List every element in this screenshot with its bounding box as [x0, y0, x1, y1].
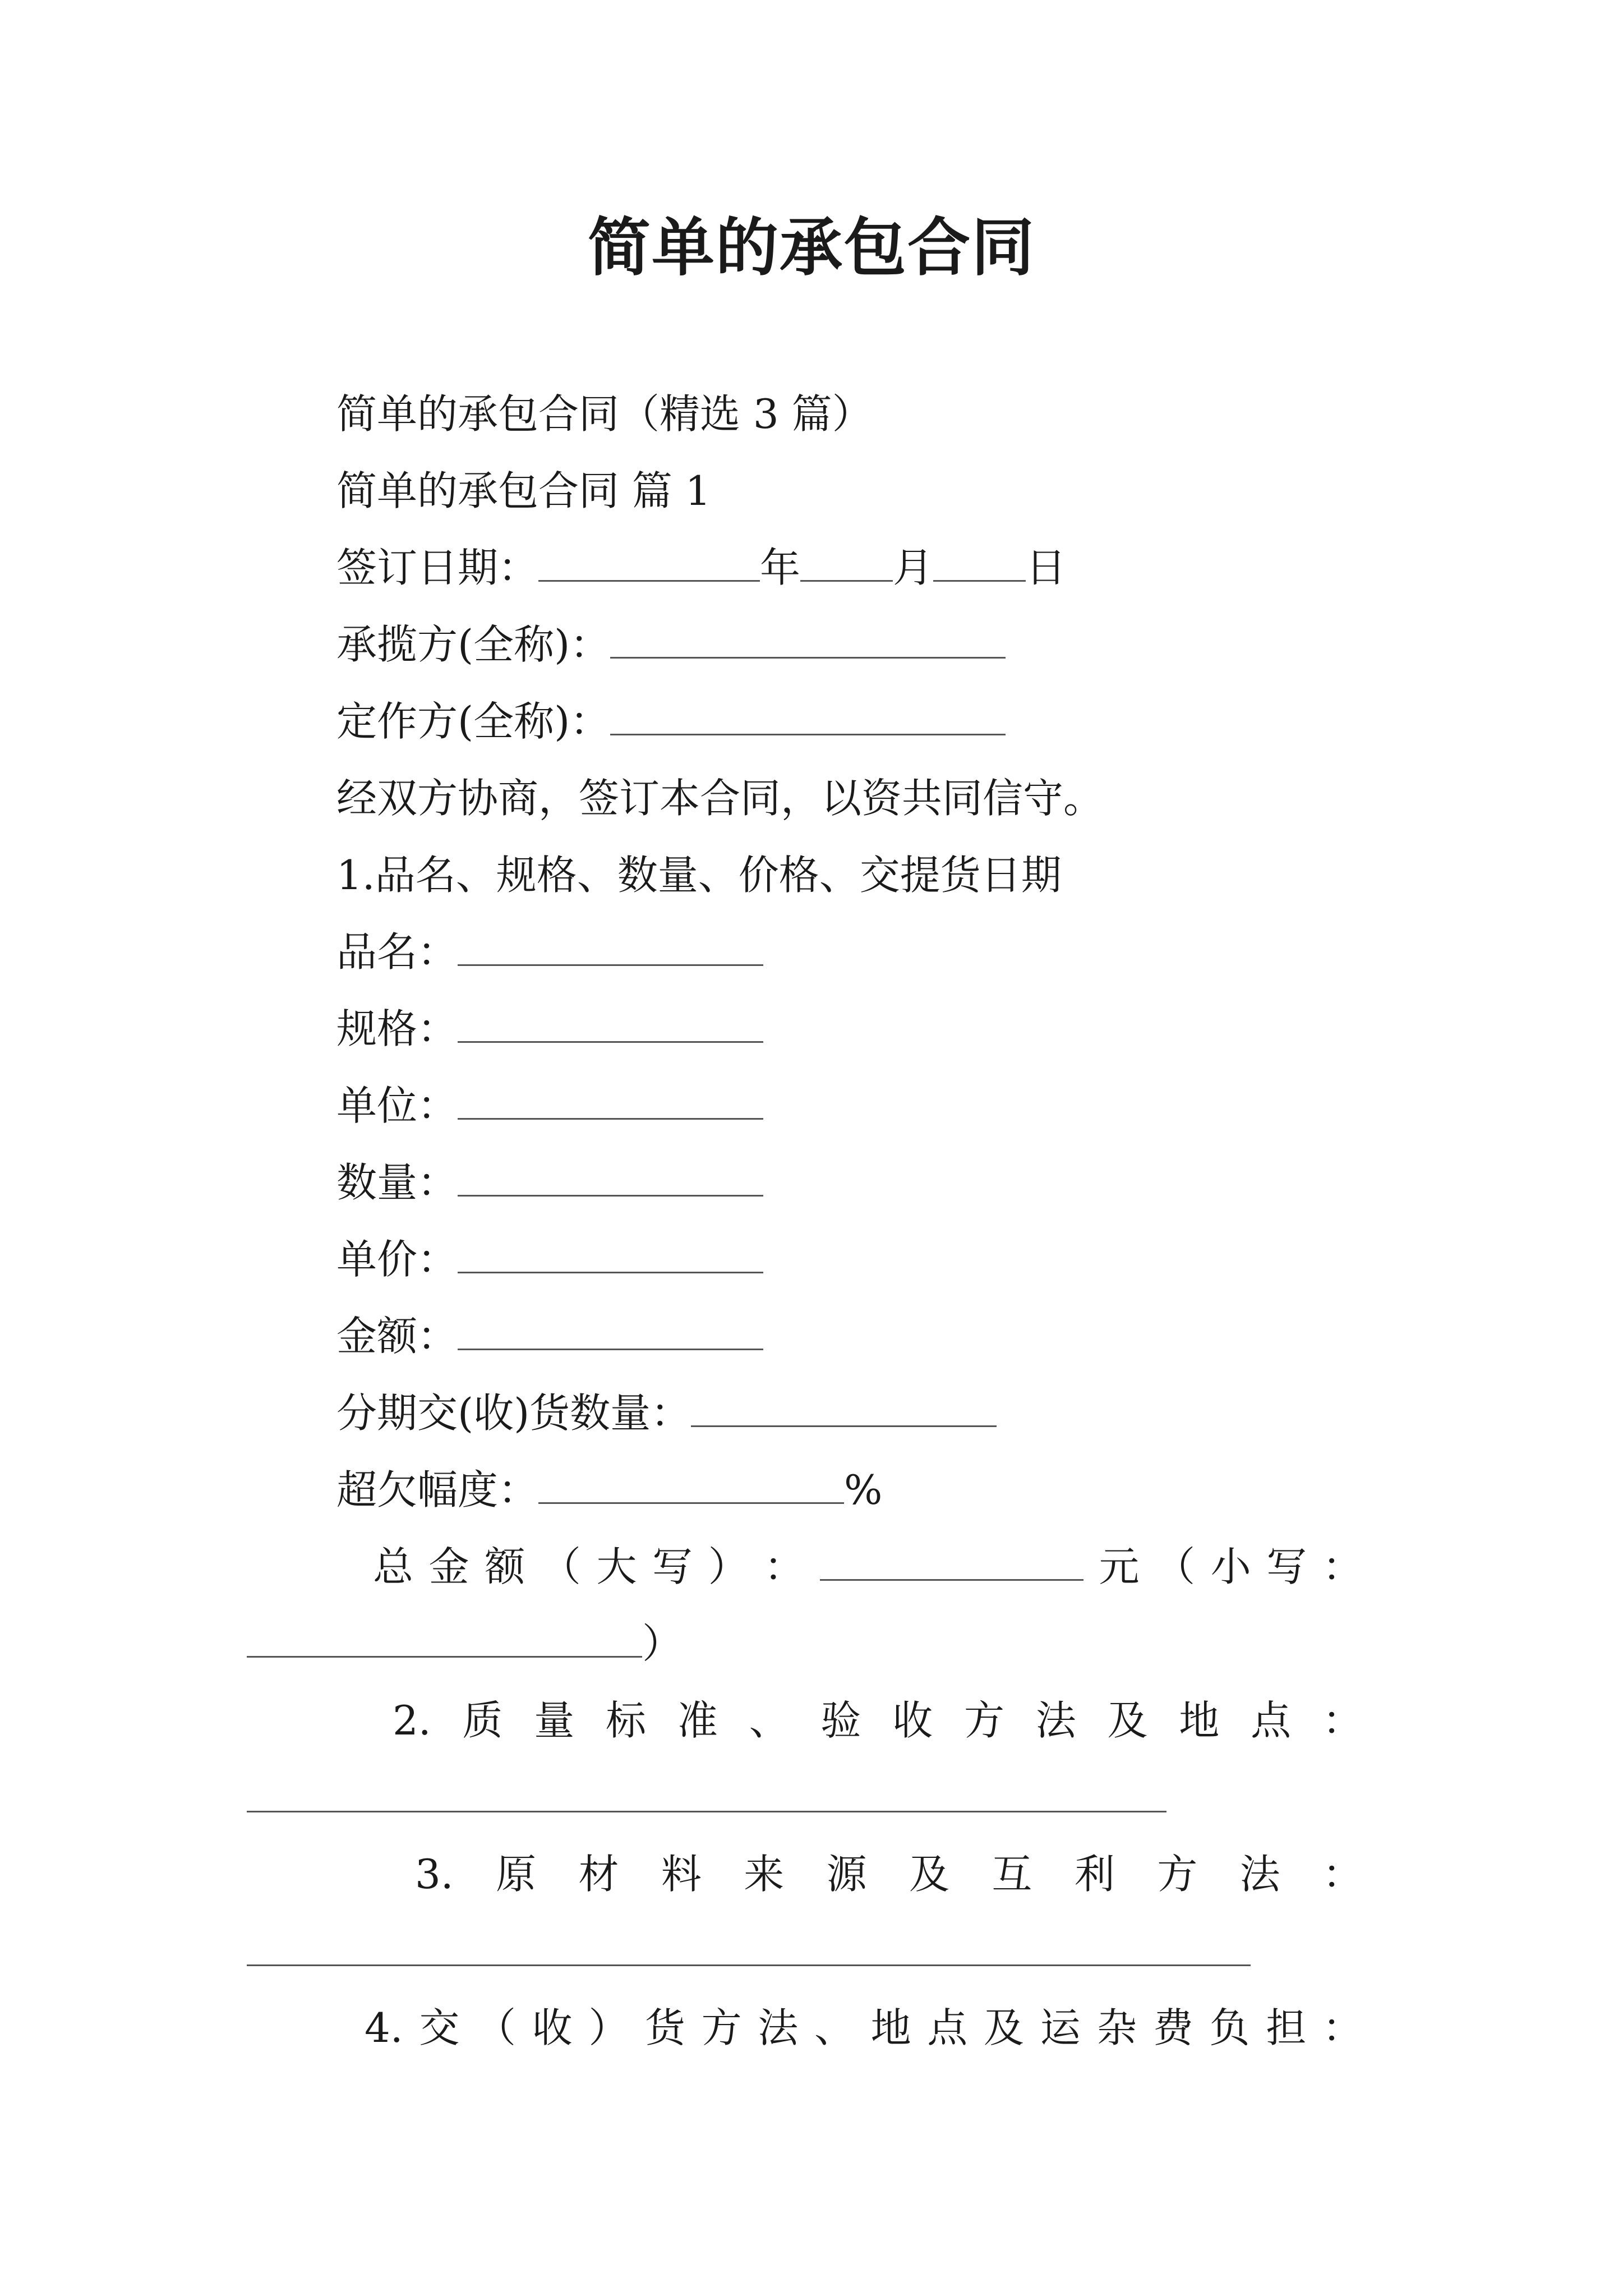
char: 及	[909, 1851, 950, 1898]
section-3-blank	[247, 1964, 1251, 1966]
char: 杂	[1096, 2004, 1137, 2051]
char: 交	[419, 2004, 460, 2051]
total-capital-blank	[820, 1547, 1083, 1581]
char: ：	[764, 1543, 805, 1590]
month-blank	[800, 547, 893, 582]
char: 利	[1074, 1851, 1115, 1898]
char: 法	[1035, 1697, 1076, 1744]
field-blank	[458, 1085, 763, 1120]
char: 收	[892, 1697, 933, 1744]
field-blank	[458, 932, 763, 966]
close-paren: ）	[642, 1620, 683, 1667]
yuan-label: 元	[1099, 1543, 1140, 1590]
char: 、	[749, 1697, 790, 1744]
field-label: 数量：	[336, 1159, 458, 1206]
char: 材	[578, 1851, 619, 1898]
char: 及	[1107, 1697, 1148, 1744]
char: 方	[963, 1697, 1004, 1744]
char: （	[540, 1543, 581, 1590]
field-label: 单价：	[336, 1236, 458, 1283]
field-blank	[458, 1162, 763, 1197]
char: 料	[661, 1851, 702, 1898]
char: 点	[927, 2004, 968, 2051]
char: （	[476, 2004, 517, 2051]
sign-date-label: 签订日期：	[336, 544, 539, 591]
month-label: 月	[893, 544, 934, 591]
char: 小	[1210, 1543, 1251, 1590]
char: ：	[1322, 1543, 1363, 1590]
year-label: 年	[760, 544, 801, 591]
total-lowercase-line	[247, 1616, 683, 1672]
field-label: 规格：	[336, 1005, 458, 1052]
field-blank	[458, 1316, 763, 1350]
char: 3.	[415, 1851, 454, 1898]
section-2-blank	[247, 1811, 1166, 1812]
char: 及	[983, 2004, 1024, 2051]
section-2-heading	[393, 1692, 1363, 1749]
char: 来	[744, 1851, 785, 1898]
field-label: 单位：	[336, 1082, 458, 1129]
char: 标	[606, 1697, 647, 1744]
installment-label: 分期交(收)货数量：	[336, 1389, 691, 1437]
part-heading: 简单的承包合同 篇 1	[336, 467, 711, 514]
day-label: 日	[1026, 544, 1067, 591]
char: 、	[814, 2004, 855, 2051]
char: 法	[1239, 1851, 1280, 1898]
subtitle: 简单的承包合同（精选 3 篇）	[336, 390, 873, 438]
char: 写	[652, 1543, 693, 1590]
char: 总	[373, 1543, 414, 1590]
char: ：	[1322, 2004, 1363, 2051]
char: ）	[708, 1543, 749, 1590]
over-short-line	[336, 1462, 882, 1518]
char: 额	[485, 1543, 525, 1590]
field-unit	[336, 1078, 763, 1134]
char: 货	[644, 2004, 685, 2051]
orderer-line	[336, 693, 1006, 749]
char: 方	[1157, 1851, 1198, 1898]
char: 法	[758, 2004, 799, 2051]
char: 担	[1266, 2004, 1307, 2051]
char: 大	[596, 1543, 637, 1590]
char: 收	[532, 2004, 573, 2051]
day-blank	[933, 547, 1026, 582]
total-amount-line	[373, 1539, 1363, 1595]
field-unit-price	[336, 1231, 763, 1287]
document-title: 简单的承包合同	[588, 211, 1035, 284]
total-lowercase-blank	[247, 1623, 642, 1658]
field-quantity	[336, 1154, 763, 1211]
field-blank	[458, 1009, 763, 1043]
orderer-label: 定作方(全称)：	[336, 698, 611, 745]
char: 源	[826, 1851, 867, 1898]
field-label: 品名：	[336, 928, 458, 976]
section-3-heading	[415, 1846, 1363, 1902]
field-product-name	[336, 924, 763, 980]
orderer-blank	[610, 701, 1006, 735]
char: 2.	[393, 1697, 431, 1744]
percent-sign: %	[844, 1466, 883, 1513]
char: 点	[1251, 1697, 1292, 1744]
char: （	[1155, 1543, 1196, 1590]
char: ：	[1322, 1697, 1363, 1744]
intro-text: 经双方协商，签订本合同，以资共同信守。	[336, 775, 1104, 822]
char: 验	[820, 1697, 861, 1744]
char: 运	[1040, 2004, 1081, 2051]
char: 地	[870, 2004, 911, 2051]
char: 量	[534, 1697, 575, 1744]
installment-blank	[691, 1393, 997, 1427]
char: 4.	[365, 2004, 403, 2051]
field-amount	[336, 1308, 763, 1364]
sign-date-year-blank	[538, 547, 760, 582]
over-short-blank	[538, 1470, 844, 1504]
char: 负	[1209, 2004, 1250, 2051]
char: ：	[1322, 1851, 1363, 1898]
contractor-blank	[610, 624, 1006, 659]
contractor-label: 承揽方(全称)：	[336, 621, 611, 668]
char: 金	[428, 1543, 469, 1590]
over-short-label: 超欠幅度：	[336, 1466, 539, 1513]
char: 费	[1152, 2004, 1193, 2051]
char: ）	[588, 2004, 629, 2051]
char: 方	[701, 2004, 742, 2051]
field-blank	[458, 1239, 763, 1273]
installment-line	[336, 1385, 997, 1441]
section-1-heading: 1.品名、规格、数量、价格、交提货日期	[336, 852, 1062, 899]
field-label: 金额：	[336, 1313, 458, 1360]
char: 地	[1179, 1697, 1220, 1744]
char: 写	[1266, 1543, 1307, 1590]
section-4-heading	[365, 2000, 1363, 2056]
char: 互	[992, 1851, 1032, 1898]
char: 质	[462, 1697, 503, 1744]
field-spec	[336, 1001, 763, 1057]
char: 准	[677, 1697, 718, 1744]
char: 原	[496, 1851, 537, 1898]
sign-date-line	[336, 540, 1066, 596]
contractor-line	[336, 616, 1006, 673]
